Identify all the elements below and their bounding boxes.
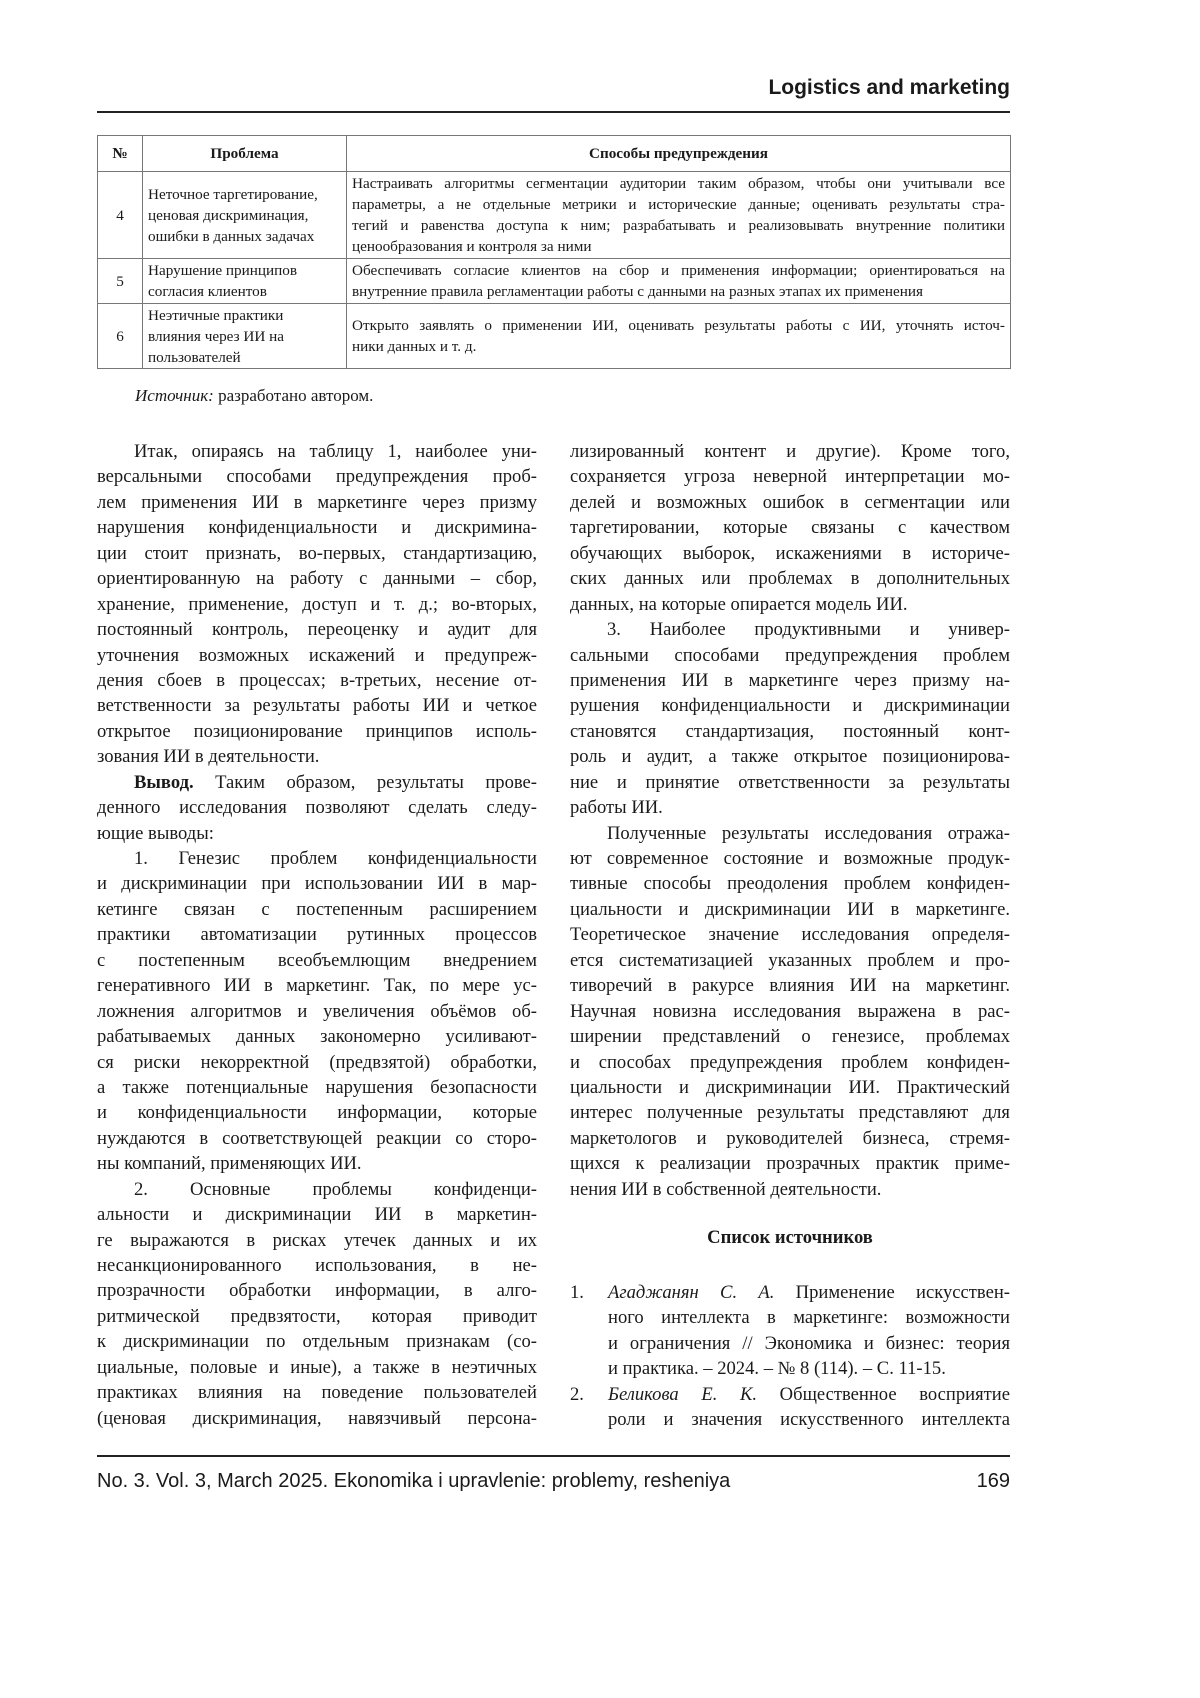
text-line: [97, 719, 537, 744]
text-line: [570, 566, 1010, 591]
methods-line: ники данных и т. д.: [352, 336, 1005, 357]
line-text: Теоретическое значение исследования определя-: [570, 924, 1010, 945]
text-line: [570, 948, 1010, 973]
reference-text: роли и значения искусственного интеллекта: [608, 1409, 1010, 1430]
text-line: [570, 643, 1010, 668]
problems-table: [97, 135, 1011, 369]
methods-line: параметры, а не отдельные метрики и исторические данные; оценивать результаты стра-: [352, 194, 1005, 215]
text-line: [570, 515, 1010, 540]
line-text: ветственности за результаты работы ИИ и четкое: [97, 695, 537, 716]
line-text: ется систематизацией указанных проблем и про-: [570, 950, 1010, 971]
text-line: [97, 643, 537, 668]
line-text: ширении представлений о генезисе, проблемах: [570, 1026, 1010, 1047]
line-text: ских данных или проблемах в дополнительных: [570, 568, 1010, 589]
line-text: тиворечий в ракурсе влияния ИИ на маркетинг.: [570, 975, 1010, 996]
line-text: постоянный контроль, переоценку и аудит для: [97, 619, 537, 640]
col-header-methods: Способы предупреждения: [347, 136, 1011, 172]
line-text: (ценовая дискриминация, навязчивый персона-: [97, 1408, 537, 1429]
table-row: [98, 172, 1011, 259]
reference-item: [570, 1280, 1010, 1382]
text-line: [97, 973, 537, 998]
line-text: Итак, опираясь на таблицу 1, наиболее уни-: [134, 441, 537, 462]
reference-line: [608, 1382, 1010, 1407]
line-text: рабатываемых данных закономерно усиливают-: [97, 1026, 537, 1047]
text-line: [570, 744, 1010, 769]
text-line: [570, 922, 1010, 947]
line-text: ют современное состояние и возможные продук-: [570, 848, 1010, 869]
table-header-row: [98, 136, 1011, 172]
text-line: [570, 464, 1010, 489]
text-line: [97, 693, 537, 718]
problem-cell: [143, 259, 347, 304]
line-text: версальными способами предупреждения проб-: [97, 466, 537, 487]
footer-rule: [97, 1455, 1010, 1457]
line-text: ориентированную на работу с данными – сбор,: [97, 568, 537, 589]
problem-line: Нарушение принципов: [148, 260, 341, 281]
line-text: открытое позиционирование принципов исполь-: [97, 721, 537, 742]
line-text: 2. Основные проблемы конфиденци-: [134, 1179, 537, 1200]
line-text: лизированный контент и другие). Кроме того,: [570, 441, 1010, 462]
text-line: [570, 1024, 1010, 1049]
text-line: [97, 1355, 537, 1380]
problem-line: Неэтичные практики: [148, 305, 341, 326]
methods-cell: [347, 259, 1011, 304]
line-text: тивные способы преодоления проблем конфиден-: [570, 873, 1010, 894]
text-line: [97, 541, 537, 566]
text-line: [570, 490, 1010, 515]
line-text: и конфиденциальности информации, которые: [97, 1102, 537, 1123]
source-text: разработано автором.: [214, 386, 374, 405]
line-text: практики автоматизации рутинных процессов: [97, 924, 537, 945]
text-line: [570, 439, 1010, 464]
text-line: [97, 1329, 537, 1354]
line-text: уточнения возможных искажений и предупреж-: [97, 645, 537, 666]
text-line: [97, 871, 537, 896]
methods-line: Настраивать алгоритмы сегментации аудитории таким образом, чтобы они учитывали все: [352, 173, 1005, 194]
line-text: работы ИИ.: [570, 797, 663, 818]
line-text: нарушения конфиденциальности и дискримина-: [97, 517, 537, 538]
text-line: [97, 999, 537, 1024]
line-text: генеративного ИИ в маркетинг. Так, по мере ус-: [97, 975, 537, 996]
line-text: рушения конфиденциальности и дискриминации: [570, 695, 1010, 716]
right-column-text: [570, 439, 1010, 1202]
line-text: зования ИИ в деятельности.: [97, 746, 319, 767]
problem-line: согласия клиентов: [148, 281, 341, 302]
problem-line: ошибки в данных задачах: [148, 226, 341, 247]
reference-text: ного интеллекта в маркетинге: возможности: [608, 1307, 1010, 1328]
line-text: практиках влияния на поведение пользователей: [97, 1382, 537, 1403]
text-line: [97, 1202, 537, 1227]
text-line: [97, 1380, 537, 1405]
line-text: циальности и дискриминации ИИ. Практический: [570, 1077, 1010, 1098]
text-line: [570, 668, 1010, 693]
reference-text: Применение искусствен-: [774, 1282, 1010, 1303]
line-text: нуждаются в соответствующей реакции со сторо-: [97, 1128, 537, 1149]
col-header-number: №: [98, 136, 143, 172]
line-text: альности и дискриминации ИИ в маркетин-: [97, 1204, 537, 1225]
methods-line: тегий и равенства доступа к ним; разрабатывать и реализовывать внутренние политики: [352, 215, 1005, 236]
line-text: ны компаний, применяющих ИИ.: [97, 1153, 362, 1174]
line-text: нения ИИ в собственной деятельности.: [570, 1179, 881, 1200]
page-number: 169: [977, 1470, 1010, 1493]
text-line: [97, 1253, 537, 1278]
reference-text: Общественное восприятие: [757, 1384, 1010, 1405]
line-text: ритмической предвзятости, которая приводит: [97, 1306, 537, 1327]
reference-text: и практика. – 2024. – № 8 (114). – С. 11-15.: [608, 1358, 946, 1379]
line-text: несанкционированного использования, в не-: [97, 1255, 537, 1276]
reference-number: 2.: [570, 1382, 584, 1407]
line-text: обучающих выборок, искажениями в историче-: [570, 543, 1010, 564]
text-line: [570, 973, 1010, 998]
reference-text: и ограничения // Экономика и бизнес: теория: [608, 1333, 1010, 1354]
text-line: [97, 1075, 537, 1100]
text-line: [97, 1151, 537, 1176]
line-text: кетинге связан с постепенным расширением: [97, 899, 537, 920]
problem-cell: [143, 304, 347, 369]
line-text: 3. Наиболее продуктивными и универ-: [607, 619, 1010, 640]
text-line: [97, 897, 537, 922]
text-line: [97, 821, 537, 846]
text-line: [570, 897, 1010, 922]
methods-line: ценообразования и контроля за ними: [352, 236, 1005, 257]
text-line: [570, 719, 1010, 744]
line-text: Полученные результаты исследования отража-: [607, 823, 1010, 844]
problem-line: влияния через ИИ на: [148, 326, 341, 347]
text-line: [97, 1100, 537, 1125]
col-header-problem: Проблема: [143, 136, 347, 172]
line-text: маркетологов и руководителей бизнеса, стремя-: [570, 1128, 1010, 1149]
line-text: Таким образом, результаты прове-: [194, 772, 537, 793]
text-line: [97, 1406, 537, 1431]
text-line: [570, 1177, 1010, 1202]
line-text: к дискриминации по отдельным признакам (со-: [97, 1331, 537, 1352]
line-text: сохраняется угроза неверной интерпретации мо-: [570, 466, 1010, 487]
reference-author: Беликова Е. К.: [608, 1384, 757, 1405]
text-line: [97, 1024, 537, 1049]
problem-cell: [143, 172, 347, 259]
methods-cell: [347, 172, 1011, 259]
reference-number: 1.: [570, 1280, 584, 1305]
text-line: [97, 948, 537, 973]
line-text: циальные, половые и иные), а также в неэтичных: [97, 1357, 537, 1378]
table-row: [98, 304, 1011, 369]
line-text: а также потенциальные нарушения безопасности: [97, 1077, 537, 1098]
text-line: [570, 541, 1010, 566]
line-text: циальности и дискриминации ИИ в маркетинге.: [570, 899, 1010, 920]
text-line: [570, 617, 1010, 642]
text-line: [570, 1100, 1010, 1125]
reference-line: [608, 1331, 1010, 1356]
text-line: [97, 770, 537, 795]
problem-line: пользователей: [148, 347, 341, 368]
line-text: хранение, применение, доступ и т. д.; во-вторых,: [97, 594, 537, 615]
footer-journal: No. 3. Vol. 3, March 2025. Ekonomika i upravlenie: problemy, resheniya: [97, 1470, 730, 1493]
methods-line: Открыто заявлять о применении ИИ, оценивать результаты работы с ИИ, уточнять источ-: [352, 315, 1005, 336]
row-number: 6: [98, 304, 143, 369]
row-number: 4: [98, 172, 143, 259]
reference-author: Агаджанян С. А.: [608, 1282, 774, 1303]
text-line: [97, 922, 537, 947]
line-text: денного исследования позволяют сделать следу-: [97, 797, 537, 818]
text-line: [570, 795, 1010, 820]
line-text: делей и возможных ошибок в сегментации или: [570, 492, 1010, 513]
text-line: [97, 464, 537, 489]
page-footer: [97, 1470, 1010, 1493]
text-line: [97, 1228, 537, 1253]
text-line: [570, 871, 1010, 896]
text-line: [570, 999, 1010, 1024]
problem-line: Неточное таргетирование,: [148, 184, 341, 205]
table-source-note: [135, 386, 373, 406]
line-text: дения сбоев в процессах; в-третьих, несение от-: [97, 670, 537, 691]
line-text: Научная новизна исследования выражена в рас-: [570, 1001, 1010, 1022]
text-line: [97, 490, 537, 515]
references-list: [570, 1280, 1010, 1433]
line-text: сальными способами предупреждения проблем: [570, 645, 1010, 666]
text-line: [97, 795, 537, 820]
text-line: [97, 617, 537, 642]
text-line: [97, 592, 537, 617]
text-line: [97, 1278, 537, 1303]
references-title: Список источников: [570, 1227, 1010, 1249]
reference-line: [608, 1305, 1010, 1330]
text-line: [97, 1050, 537, 1075]
line-text: ние и принятие ответственности за результаты: [570, 772, 1010, 793]
reference-line: [608, 1407, 1010, 1432]
line-text: данных, на которые опирается модель ИИ.: [570, 594, 908, 615]
methods-line: Обеспечивать согласие клиентов на сбор и применения информации; ориентироваться на: [352, 260, 1005, 281]
text-line: [97, 744, 537, 769]
text-line: [97, 1126, 537, 1151]
reference-item: [570, 1382, 1010, 1433]
table-row: [98, 259, 1011, 304]
text-line: [97, 439, 537, 464]
text-line: [97, 515, 537, 540]
text-line: [97, 1177, 537, 1202]
text-line: [570, 1050, 1010, 1075]
line-text: применения ИИ в маркетинге через призму на-: [570, 670, 1010, 691]
text-line: [97, 846, 537, 871]
line-text: становятся стандартизация, постоянный конт-: [570, 721, 1010, 742]
reference-line: [608, 1356, 1010, 1381]
text-line: [570, 846, 1010, 871]
text-line: [97, 1304, 537, 1329]
text-line: [570, 770, 1010, 795]
line-text: таргетировании, которые связаны с качеством: [570, 517, 1010, 538]
line-text: прозрачности обработки информации, в алго-: [97, 1280, 537, 1301]
running-header: Logistics and marketing: [97, 76, 1010, 100]
line-text: интерес полученные результаты представляют для: [570, 1102, 1010, 1123]
line-text: лем применения ИИ в маркетинге через призму: [97, 492, 537, 513]
reference-line: [608, 1280, 1010, 1305]
bold-lead: Вывод.: [134, 772, 194, 793]
problem-line: ценовая дискриминация,: [148, 205, 341, 226]
text-line: [570, 1151, 1010, 1176]
line-text: щихся к реализации прозрачных практик приме-: [570, 1153, 1010, 1174]
source-label: Источник:: [135, 386, 214, 405]
line-text: и дискриминации при использовании ИИ в мар-: [97, 873, 537, 894]
text-line: [570, 1126, 1010, 1151]
line-text: ге выражаются в рисках утечек данных и их: [97, 1230, 537, 1251]
line-text: ции стоит признать, во-первых, стандартизацию,: [97, 543, 537, 564]
text-line: [570, 821, 1010, 846]
line-text: роль и аудит, а также открытое позиционирова-: [570, 746, 1010, 767]
line-text: 1. Генезис проблем конфиденциальности: [134, 848, 537, 869]
header-rule: [97, 111, 1010, 113]
line-text: ся риски некорректной (предвзятой) обработки,: [97, 1052, 537, 1073]
line-text: с постепенным всеобъемлющим внедрением: [97, 950, 537, 971]
methods-cell: [347, 304, 1011, 369]
line-text: и способах предупреждения проблем конфиден-: [570, 1052, 1010, 1073]
text-line: [570, 693, 1010, 718]
text-line: [570, 1075, 1010, 1100]
text-line: [97, 566, 537, 591]
text-line: [97, 668, 537, 693]
row-number: 5: [98, 259, 143, 304]
methods-line: внутренние правила регламентации работы с данными на разных этапах их применения: [352, 281, 1005, 302]
text-line: [570, 592, 1010, 617]
line-text: ющие выводы:: [97, 823, 214, 844]
line-text: ложнения алгоритмов и увеличения объёмов об-: [97, 1001, 537, 1022]
left-column-text: [97, 439, 537, 1431]
